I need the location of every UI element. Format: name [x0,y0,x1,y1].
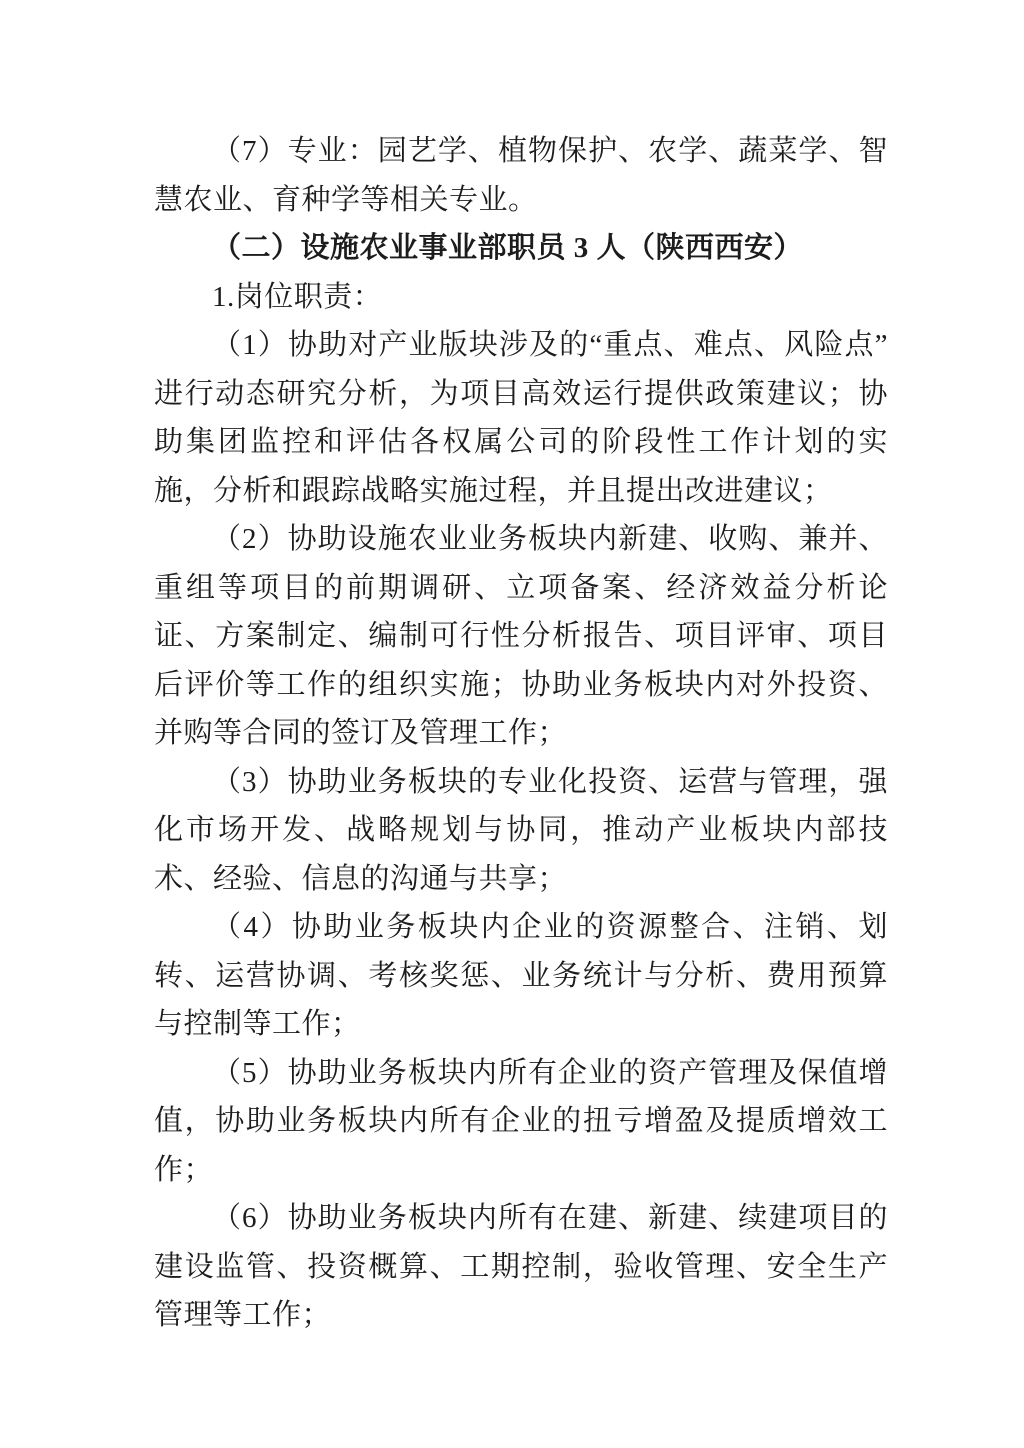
duty-item-4: （4）协助业务板块内企业的资源整合、注销、划转、运营协调、考核奖惩、业务统计与分析、费用预算与控制等工作； [154,911,888,1040]
majors-item-7: （7）专业：园艺学、植物保护、农学、蔬菜学、智慧农业、育种学等相关专业。 [154,135,888,216]
document-content [154,127,888,1340]
duty-item-2: （2）协助设施农业业务板块内新建、收购、兼并、重组等项目的前期调研、立项备案、经济效益分析论证、方案制定、编制可行性分析报告、项目评审、项目后评价等工作的组织实施；协助业务板块内对外投资、并购等合同的签订及管理工作； [154,523,888,749]
section-2-heading: （二）设施农业事业部职员 3 人（陕西西安） [212,232,804,264]
duty-item-3: （3）协助业务板块的专业化投资、运营与管理，强化市场开发、战略规划与协同，推动产业板块内部技术、经验、信息的沟通与共享； [154,765,888,895]
duties-title: 1.岗位职责： [212,280,383,313]
duty-item-1: （1）协助对产业版块涉及的“重点、难点、风险点”进行动态研究分析，为项目高效运行提供政策建议；协助集团监控和评估各权属公司的阶段性工作计划的实施，分析和跟踪战略实施过程，并且提出改进建议； [154,329,888,507]
duty-item-6: （6）协助业务板块内所有在建、新建、续建项目的建设监管、投资概算、工期控制，验收管理、安全生产管理等工作； [154,1202,888,1331]
duty-item-5: （5）协助业务板块内所有企业的资产管理及保值增值，协助业务板块内所有企业的扭亏增盈及提质增效工作； [154,1056,888,1186]
